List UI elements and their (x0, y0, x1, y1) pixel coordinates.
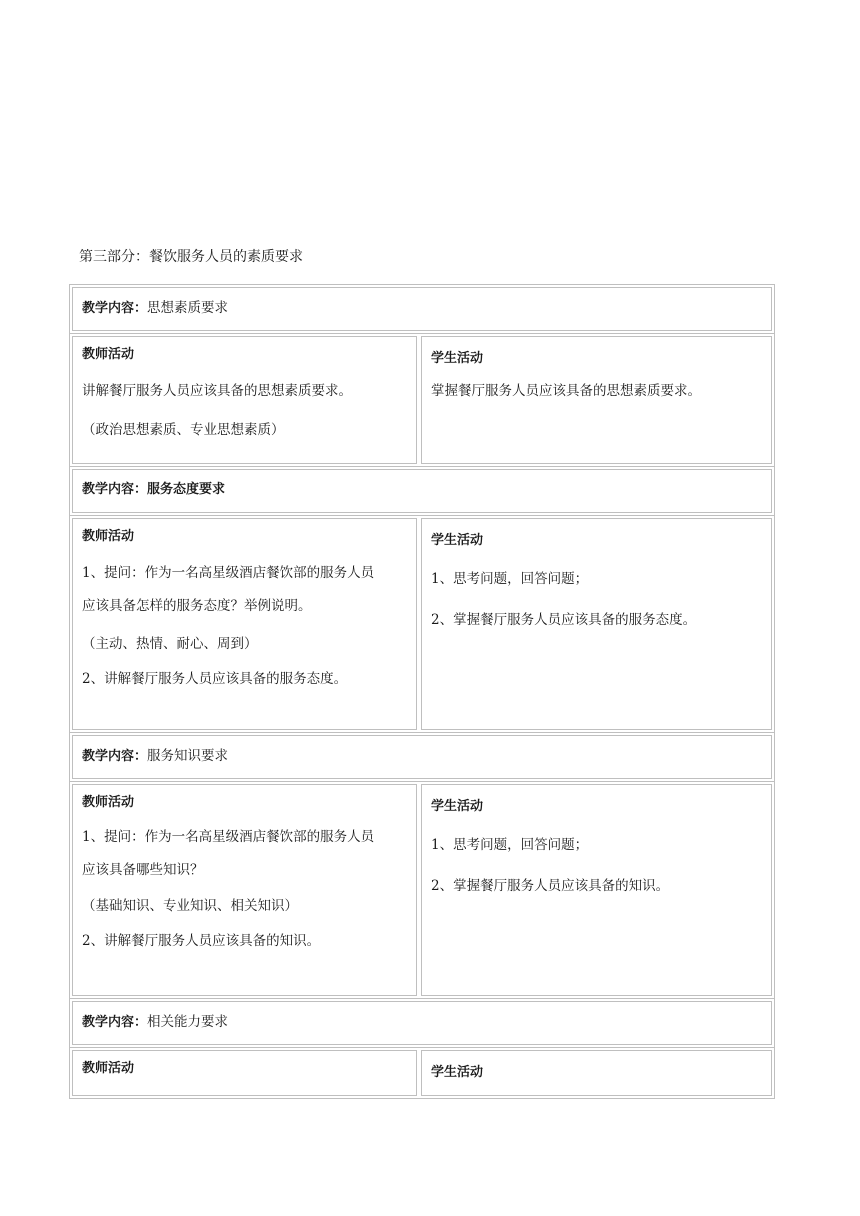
content-label: 教学内容： (82, 1015, 148, 1030)
content-row (70, 999, 774, 1048)
teacher-line: 2、讲解餐厅服务人员应该具备的知识。 (82, 933, 321, 949)
content-row (70, 467, 774, 516)
student-line: 2、掌握餐厅服务人员应该具备的知识。 (431, 878, 670, 894)
teacher-line: 1、提问：作为一名高星级酒店餐饮部的服务人员 (82, 829, 375, 845)
activity-row (70, 334, 774, 467)
teacher-line: （主动、热情、耐心、周到） (82, 636, 258, 652)
student-title: 学生活动 (431, 799, 484, 814)
section-heading: 第三部分：餐饮服务人员的素质要求 (79, 249, 303, 265)
content-value: 服务知识要求 (147, 748, 229, 764)
activity-row (70, 1048, 774, 1098)
student-title: 学生活动 (431, 351, 484, 366)
student-line: 1、思考问题，回答问题； (431, 837, 589, 853)
teacher-title: 教师活动 (82, 795, 135, 810)
student-title: 学生活动 (431, 1065, 484, 1080)
student-cell (421, 1050, 772, 1096)
content-cell (72, 1001, 772, 1045)
teacher-title: 教师活动 (82, 1061, 135, 1076)
content-cell (72, 469, 772, 513)
lesson-table (69, 284, 775, 1099)
teacher-line: （政治思想素质、专业思想素质） (82, 422, 285, 438)
teacher-cell (72, 336, 417, 464)
content-cell (72, 287, 772, 331)
teacher-line: 应该具备怎样的服务态度？举例说明。 (82, 598, 312, 614)
teacher-line: 1、提问：作为一名高星级酒店餐饮部的服务人员 (82, 565, 375, 581)
content-label: 教学内容： (82, 482, 148, 497)
teacher-title: 教师活动 (82, 347, 135, 362)
student-cell (421, 336, 772, 464)
activity-row (70, 516, 774, 733)
student-title: 学生活动 (431, 533, 484, 548)
student-cell (421, 518, 772, 730)
teacher-cell (72, 1050, 417, 1096)
content-row (70, 733, 774, 782)
teacher-line: 应该具备哪些知识？ (82, 862, 204, 878)
activity-row (70, 782, 774, 999)
content-label: 教学内容： (82, 749, 148, 764)
student-line: 掌握餐厅服务人员应该具备的思想素质要求。 (431, 383, 701, 399)
content-value: 服务态度要求 (147, 482, 226, 497)
teacher-title: 教师活动 (82, 529, 135, 544)
teacher-cell (72, 518, 417, 730)
content-cell (72, 735, 772, 779)
content-label: 教学内容： (82, 301, 148, 316)
content-value: 思想素质要求 (147, 300, 229, 316)
teacher-line: 讲解餐厅服务人员应该具备的思想素质要求。 (82, 383, 352, 399)
student-cell (421, 784, 772, 996)
student-line: 1、思考问题，回答问题； (431, 571, 589, 587)
teacher-line: 2、讲解餐厅服务人员应该具备的服务态度。 (82, 671, 348, 687)
content-value: 相关能力要求 (147, 1014, 229, 1030)
content-row (70, 285, 774, 334)
student-line: 2、掌握餐厅服务人员应该具备的服务态度。 (431, 612, 697, 628)
teacher-cell (72, 784, 417, 996)
teacher-line: （基础知识、专业知识、相关知识） (82, 898, 298, 914)
